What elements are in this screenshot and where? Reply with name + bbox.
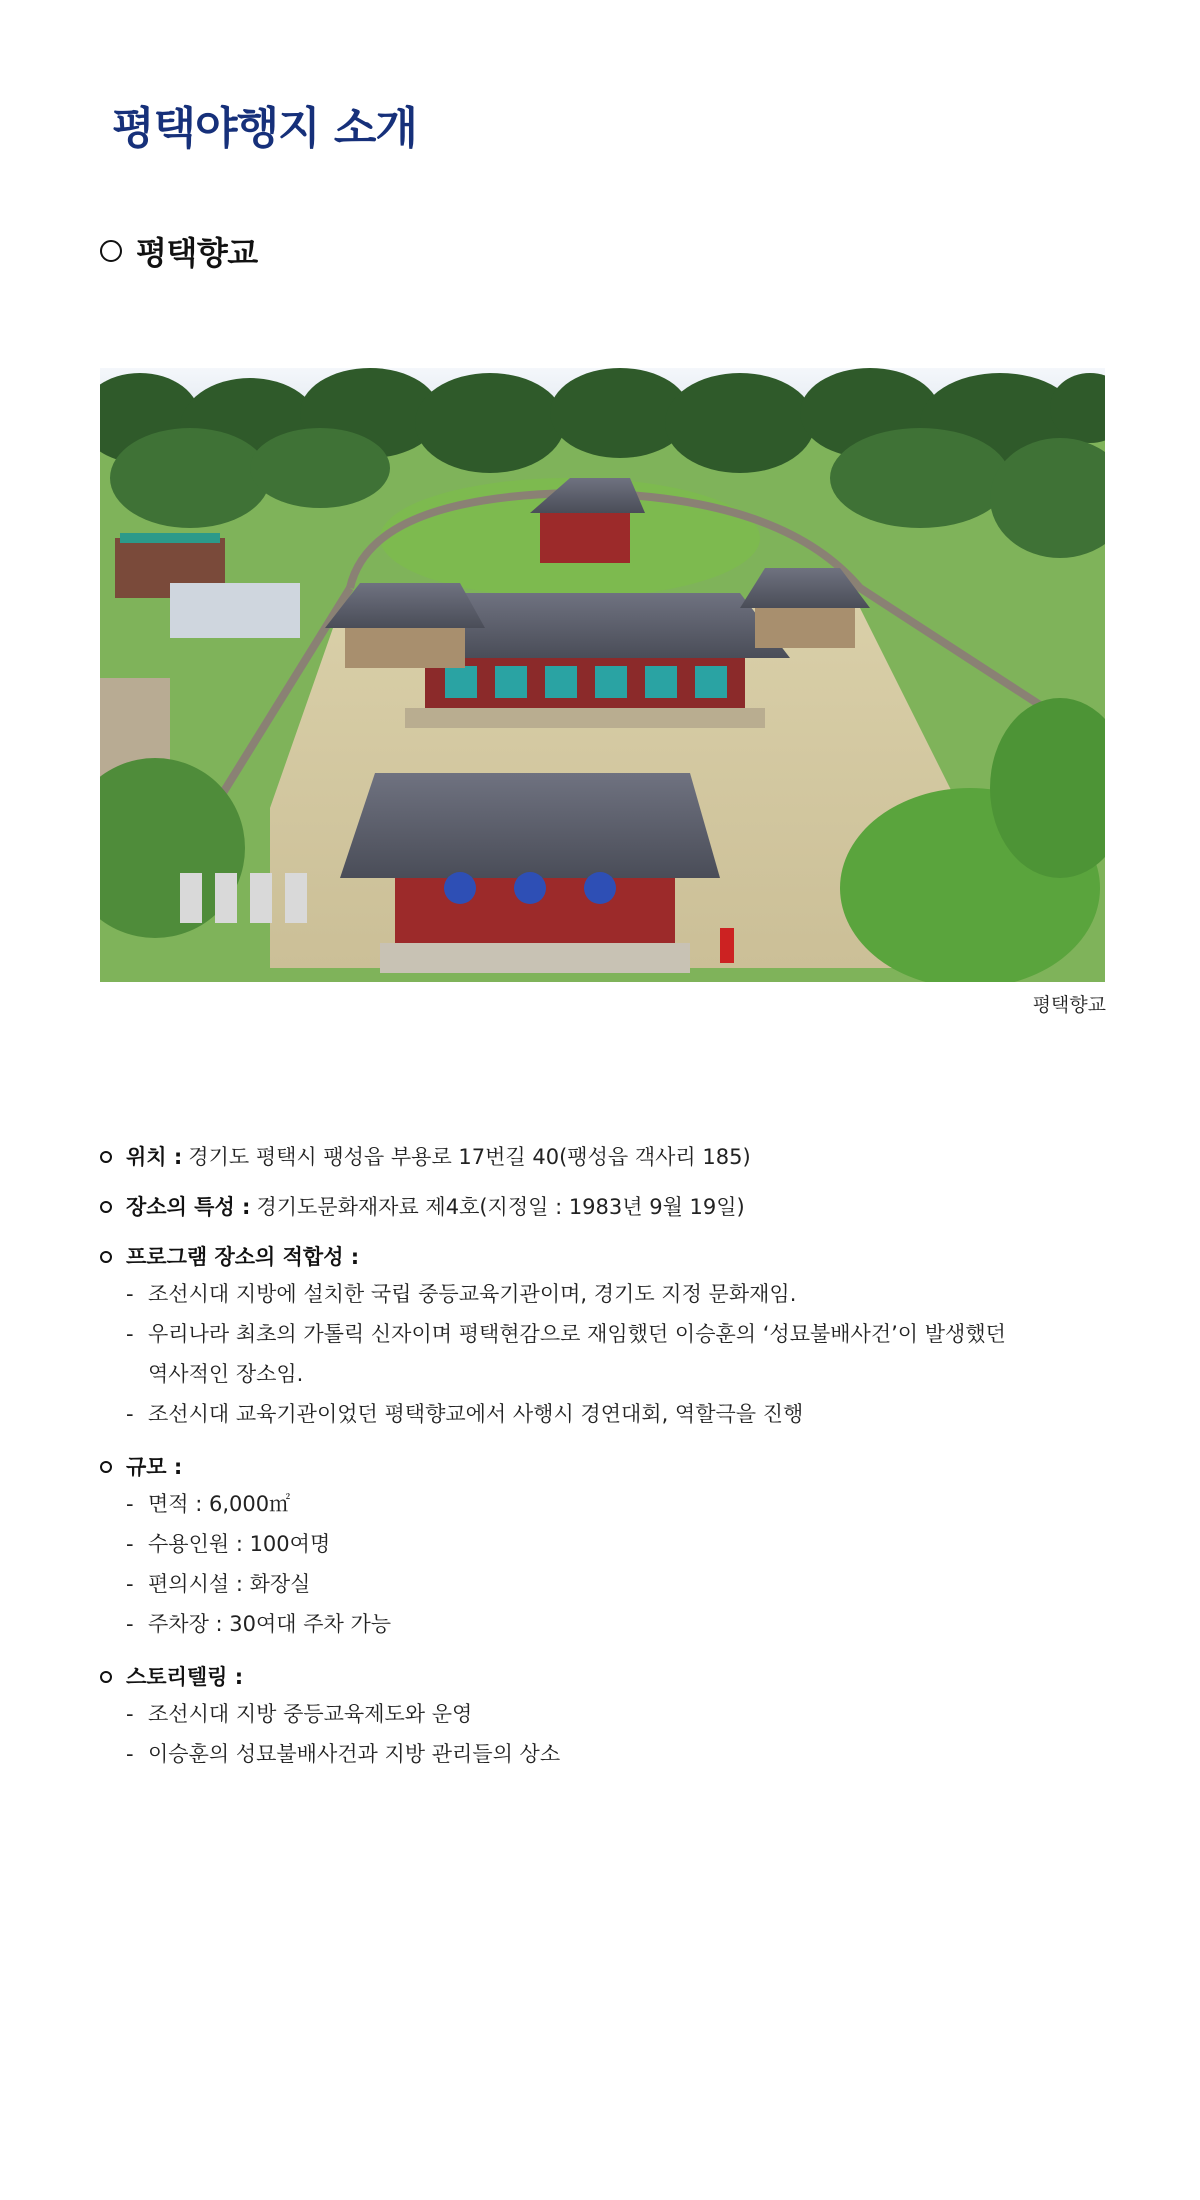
info-suitability (100, 1240, 1100, 1434)
feature-label: 장소의 특성 : (126, 1195, 251, 1219)
feature-value: 경기도문화재자료 제4호(지정일 : 1983년 9월 19일) (256, 1195, 745, 1219)
section-heading (100, 228, 258, 274)
info-scale (100, 1450, 1100, 1644)
storytelling-list (100, 1694, 1100, 1774)
bullet-icon (100, 1251, 112, 1263)
scale-list (100, 1484, 1100, 1644)
bullet-icon (100, 1461, 112, 1473)
info-location (100, 1140, 1100, 1174)
list-item: - 편의시설 : 화장실 (100, 1564, 1100, 1604)
bullet-icon (100, 1671, 112, 1683)
info-storytelling (100, 1660, 1100, 1774)
location-value: 경기도 평택시 팽성읍 부용로 17번길 40(팽성읍 객사리 185) (188, 1145, 751, 1169)
scale-label: 규모 : (126, 1455, 183, 1479)
list-item: - 수용인원 : 100여명 (100, 1524, 1100, 1564)
list-item: - 주차장 : 30여대 주차 가능 (100, 1604, 1100, 1644)
list-item: - 우리나라 최초의 가톨릭 신자이며 평택현감으로 재임했던 이승훈의 ‘성묘불배사건’이 발생했던 (100, 1314, 1100, 1354)
list-item: - 조선시대 지방 중등교육제도와 운영 (100, 1694, 1100, 1734)
list-item: - 이승훈의 성묘불배사건과 지방 관리들의 상소 (100, 1734, 1100, 1774)
info-section (100, 1140, 1100, 1774)
list-item-continuation: 역사적인 장소임. (148, 1362, 304, 1386)
circle-bullet-icon (100, 240, 122, 262)
location-label: 위치 : (126, 1145, 183, 1169)
page-title: 평택야행지 소개 (112, 103, 417, 154)
bullet-icon (100, 1201, 112, 1213)
photo-caption: 평택향교 (1032, 994, 1106, 1016)
list-item: - 조선시대 지방에 설치한 국립 중등교육기관이며, 경기도 지정 문화재임. (100, 1274, 1100, 1314)
list-item: - 면적 : 6,000㎡ (100, 1484, 1100, 1524)
suitability-label: 프로그램 장소의 적합성 : (126, 1245, 360, 1269)
bullet-icon (100, 1151, 112, 1163)
info-feature (100, 1190, 1100, 1224)
suitability-list (100, 1274, 1100, 1434)
list-item: - 조선시대 교육기관이었던 평택향교에서 사행시 경연대회, 역할극을 진행 (100, 1394, 1100, 1434)
section-title: 평택향교 (136, 234, 258, 272)
storytelling-label: 스토리텔링 : (126, 1665, 244, 1689)
hyanggyo-aerial-photo (100, 368, 1105, 982)
